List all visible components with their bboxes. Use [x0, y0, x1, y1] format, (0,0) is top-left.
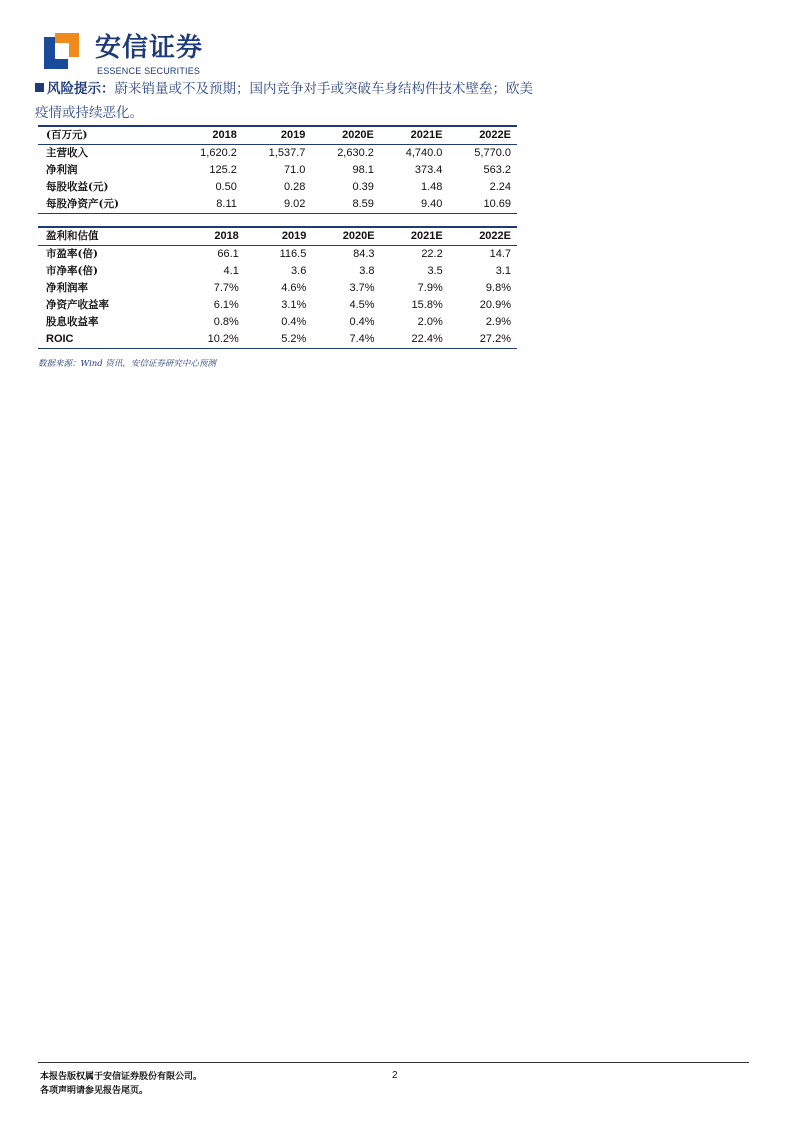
table-cell: 27.2%: [449, 331, 517, 349]
valuation-table: [38, 226, 517, 349]
table-row: [38, 179, 517, 196]
financial-summary-table: [38, 125, 517, 214]
bullet-square-icon: [35, 83, 44, 92]
table-cell: 3.6: [291, 265, 307, 277]
header-cell: 2020E: [312, 227, 380, 246]
table-cell: 8.59: [311, 196, 380, 214]
table-cell: 20.9%: [479, 299, 511, 311]
table-row: [38, 280, 517, 297]
table-cell: 9.02: [243, 196, 312, 214]
header-cell: 2018: [174, 126, 243, 145]
table-cell: 71.0: [283, 164, 306, 176]
header-cell: 2019: [243, 126, 312, 145]
header-cell: 2019: [245, 227, 313, 246]
disclaimer-notice: 各项声明请参见报告尾页。: [40, 1086, 149, 1096]
table-cell: 8.11: [174, 196, 243, 214]
table-cell: 1.48: [420, 181, 443, 193]
table-cell: 2.24: [489, 181, 511, 193]
table-cell: 1,537.7: [268, 147, 306, 159]
row-label: 净利润: [46, 164, 78, 176]
table-cell: 4.5%: [349, 299, 375, 311]
table-cell: 0.39: [352, 181, 374, 193]
header-cell: (百万元): [38, 126, 174, 145]
table-cell: 7.7%: [213, 282, 239, 294]
page-number: 2: [392, 1070, 398, 1081]
header-cell: 2020E: [311, 126, 380, 145]
brand-name-en: ESSENCE SECURITIES: [97, 66, 201, 76]
table-cell: 3.8: [359, 265, 375, 277]
table-row: [38, 162, 517, 179]
table-cell: 10.2%: [177, 331, 245, 349]
table-cell: 3.1: [495, 265, 511, 277]
header-cell: 2022E: [449, 227, 517, 246]
table-cell: 14.7: [489, 248, 511, 260]
table-cell: 9.8%: [485, 282, 511, 294]
table-cell: 4.6%: [281, 282, 307, 294]
table-cell: 6.1%: [213, 299, 239, 311]
row-label: 每股净资产(元): [38, 196, 174, 214]
table-cell: 373.4: [414, 164, 443, 176]
table-row: [38, 314, 517, 331]
table-cell: 0.50: [215, 181, 237, 193]
row-label: 每股收益(元): [46, 181, 109, 193]
table-cell: 3.5: [427, 265, 443, 277]
row-label: 主营收入: [46, 147, 88, 159]
brand-name-cn: 安信证券: [95, 33, 204, 63]
table-cell: 563.2: [483, 164, 511, 176]
risk-warning: [35, 77, 535, 125]
table-cell: 9.40: [380, 196, 449, 214]
table-cell: 125.2: [209, 164, 237, 176]
table-cell: 5,770.0: [474, 147, 511, 159]
table-row: [38, 196, 517, 214]
table-cell: 22.4%: [381, 331, 449, 349]
row-label: 市盈率(倍): [46, 248, 98, 260]
table-header-row: [38, 126, 517, 145]
table-row: [38, 263, 517, 280]
table-cell: 5.2%: [245, 331, 313, 349]
table-cell: 2,630.2: [337, 147, 374, 159]
table-cell: 2.9%: [485, 316, 511, 328]
header-cell: 2022E: [448, 126, 517, 145]
table-cell: 4,740.0: [405, 147, 443, 159]
table-cell: 15.8%: [411, 299, 443, 311]
table-cell: 0.4%: [281, 316, 307, 328]
table-cell: 7.4%: [312, 331, 380, 349]
table-row: [38, 297, 517, 314]
footer-divider: [38, 1062, 749, 1063]
table-cell: 4.1: [223, 265, 239, 277]
risk-text: 蔚来销量或不及预期；国内竞争对手或突破车身结构件技术壁垒；欧美疫情或持续恶化。: [35, 81, 533, 121]
table-cell: 98.1: [352, 164, 374, 176]
table-cell: 3.1%: [281, 299, 307, 311]
table-cell: 0.28: [283, 181, 306, 193]
table-cell: 0.4%: [349, 316, 375, 328]
table-cell: 66.1: [217, 248, 239, 260]
data-source-note: 数据来源：Wind 资讯，安信证券研究中心预测: [38, 359, 216, 369]
table-cell: 2.0%: [417, 316, 443, 328]
table-cell: 116.5: [279, 248, 307, 260]
table-row: [38, 145, 517, 163]
header-cell: 2018: [177, 227, 245, 246]
row-label: 净资产收益率: [46, 299, 109, 311]
header-cell: 2021E: [380, 126, 449, 145]
table-cell: 7.9%: [417, 282, 443, 294]
table-cell: 22.2: [421, 248, 443, 260]
table-cell: 1,620.2: [200, 147, 237, 159]
header-cell: 盈利和估值: [38, 227, 177, 246]
row-label: ROIC: [38, 331, 177, 349]
table-row: [38, 331, 517, 349]
risk-label: 风险提示：: [47, 81, 115, 97]
company-logo-icon: [44, 33, 80, 71]
table-cell: 10.69: [448, 196, 517, 214]
header-cell: 2021E: [381, 227, 449, 246]
table-header-row: [38, 227, 517, 246]
table-cell: 0.8%: [213, 316, 239, 328]
row-label: 股息收益率: [46, 316, 99, 328]
row-label: 净利润率: [46, 282, 88, 294]
table-row: [38, 246, 517, 264]
table-cell: 84.3: [353, 248, 375, 260]
table-cell: 3.7%: [349, 282, 375, 294]
row-label: 市净率(倍): [46, 265, 98, 277]
copyright-notice: 本报告版权属于安信证券股份有限公司。: [40, 1072, 203, 1082]
